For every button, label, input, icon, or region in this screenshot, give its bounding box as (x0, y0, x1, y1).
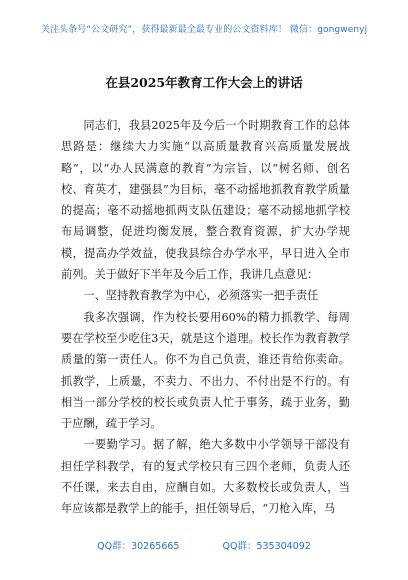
body-paragraph: 同志们，我县2025年及今后一个时期教育工作的总体思路是：继续大力实施“以高质量教育兴高质量发展战略”，以“办人民满意的教育”为宗旨，以“树名师、创名校、育英才，建强县”为目标，毫不动摇地抓教育教学质量的提高；毫不动摇地抓两支队伍建设；毫不动摇地抓学校布局调整，促进均衡发展，整合教育资源，扩大办学规模，提高办学效益，使我县综合办学水平，早日进入全市前列。关于做好下半年及今后工作，我讲几点意见： (61, 119, 350, 282)
footer-qq-groups (0, 538, 408, 552)
header-promo-note: 关注头条号“公文研究”，获得最新最全最专业的公文资料库！ 微信：gongwenyj (40, 25, 368, 35)
document-title: 在县2025年教育工作大会上的讲话 (105, 75, 303, 90)
document-body (61, 115, 350, 520)
qq-group-1: QQ群：30265665 (97, 541, 180, 552)
body-paragraph: 我多次强调，作为校长要用60%的精力抓教学、每周要在学校至少吃住3天，就是这个道理。校长作为教育教学质量的第一责任人。你不为自己负责，谁还肯给你卖命。抓教学，上质量，不卖力、不出力、不付出是不行的。有相当一部分学校的校长或负责人忙于事务，疏于业务，勤于应酬，疏于学习。 (61, 310, 350, 431)
qq-group-2: QQ群：535304092 (222, 541, 311, 552)
body-paragraph: 一要勤学习。据了解，绝大多数中小学领导干部没有担任学科教学，有的复式学校只有三四个老师，负责人还不任课，来去自由，应酬自如。大多数校长或负责人，当年应该都是教学上的能手，担任领导后，“刀枪入库，马 (61, 438, 350, 516)
section-heading: 一、坚持教育教学为中心，必须落实一把手责任 (83, 289, 319, 303)
